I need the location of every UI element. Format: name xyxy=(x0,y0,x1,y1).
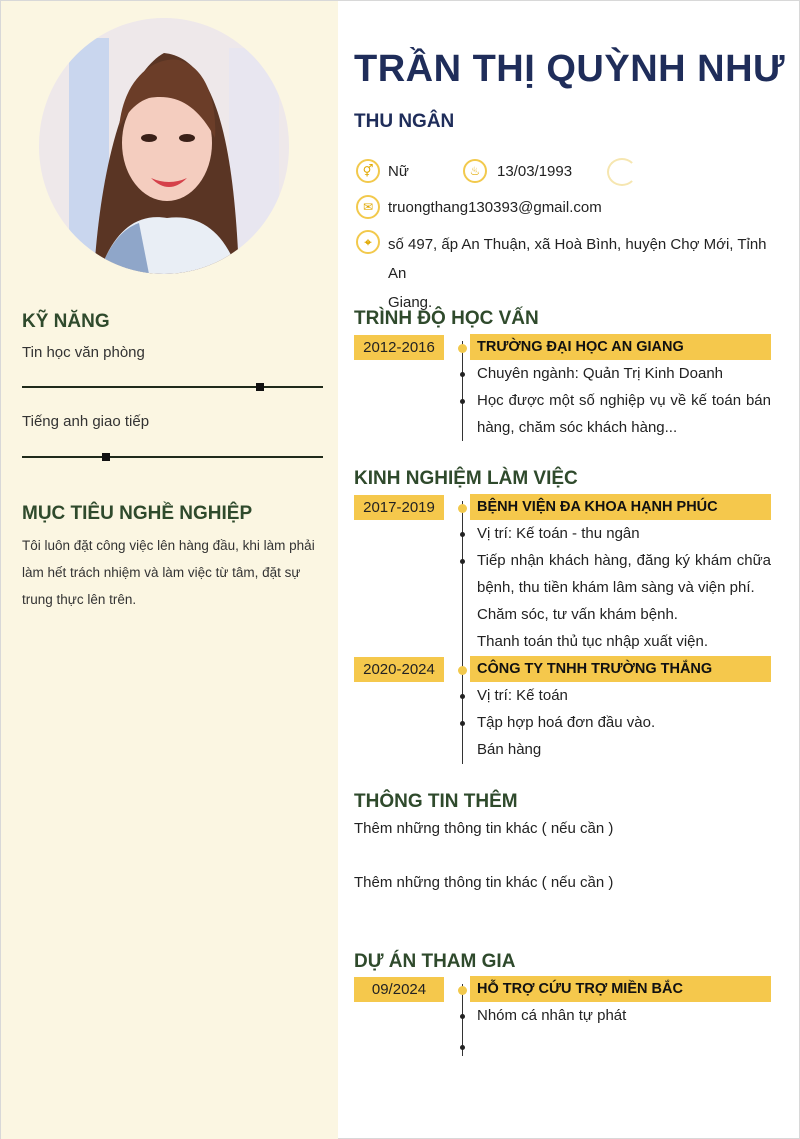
bullet xyxy=(460,559,465,564)
sidebar xyxy=(1,1,338,1139)
projects-title: DỰ ÁN THAM GIA xyxy=(354,951,516,972)
objective-title: MỤC TIÊU NGHỀ NGHIỆP xyxy=(22,503,253,524)
job-line: Tập hợp hoá đơn đầu vào. xyxy=(477,714,656,731)
project-line: Nhóm cá nhân tự phát xyxy=(477,1007,627,1024)
gender-icon: ⚥ xyxy=(356,159,380,183)
gender-value: Nữ xyxy=(388,163,409,180)
additional-line: Thêm những thông tin khác ( nếu cần ) xyxy=(354,820,614,837)
bullet xyxy=(460,694,465,699)
skill-label: Tin học văn phòng xyxy=(22,344,145,361)
skill-level-marker xyxy=(256,383,264,391)
timeline-dot xyxy=(458,666,467,675)
bullet xyxy=(460,399,465,404)
birthday-value: 13/03/1993 xyxy=(497,163,573,180)
cake-icon: ♨ xyxy=(463,159,487,183)
skill-label: Tiếng anh giao tiếp xyxy=(22,413,150,430)
project-name: HỖ TRỢ CỨU TRỢ MIỀN BẮC xyxy=(470,976,771,1002)
experience-title: KINH NGHIỆM LÀM VIỆC xyxy=(354,468,578,489)
job-line: Thanh toán thủ tục nhập xuất viện. xyxy=(477,633,708,650)
job-line: Chăm sóc, tư vấn khám bệnh. xyxy=(477,606,678,623)
job-line: Bán hàng xyxy=(477,741,542,758)
avatar xyxy=(39,18,289,274)
skill-bar xyxy=(22,456,323,458)
education-line: Chuyên ngành: Quản Trị Kinh Doanh xyxy=(477,365,723,382)
timeline-dot xyxy=(458,986,467,995)
address-line-2: Giang. xyxy=(388,294,433,311)
additional-title: THÔNG TIN THÊM xyxy=(354,791,518,812)
job-title: THU NGÂN xyxy=(354,111,455,132)
phone-icon xyxy=(607,158,637,186)
job-line: Vị trí: Kế toán - thu ngân xyxy=(477,525,640,542)
job-line: Tiếp nhận khách hàng, đăng ký khám chữa xyxy=(477,552,771,569)
project-date: 09/2024 xyxy=(354,977,444,1002)
job-line: bệnh, thu tiền khám lâm sàng và viện phí. xyxy=(477,579,755,596)
candidate-name: TRẦN THỊ QUỲNH NHƯ xyxy=(354,48,786,90)
bullet xyxy=(460,1014,465,1019)
map-icon: ⌖ xyxy=(356,230,380,254)
timeline-dot xyxy=(458,504,467,513)
education-line: hàng, chăm sóc khách hàng... xyxy=(477,419,678,436)
address-line-1: số 497, ấp An Thuận, xã Hoà Bình, huyện Chợ Mới, Tỉnh An xyxy=(388,236,767,282)
mail-icon: ✉ xyxy=(356,195,380,219)
additional-line: Thêm những thông tin khác ( nếu cần ) xyxy=(354,874,614,891)
job-date: 2017-2019 xyxy=(354,495,444,520)
education-date: 2012-2016 xyxy=(354,335,444,360)
job-line: Vị trí: Kế toán xyxy=(477,687,568,704)
timeline-dot xyxy=(458,344,467,353)
address-value xyxy=(388,230,788,317)
skills-title: KỸ NĂNG xyxy=(22,311,110,332)
objective-text: Tôi luôn đặt công việc lên hàng đầu, khi làm phải làm hết trách nhiệm và làm việc từ tâm, đặt sự trung thực lên trên. xyxy=(22,538,315,607)
job-date: 2020-2024 xyxy=(354,657,444,682)
skill-level-marker xyxy=(102,453,110,461)
education-line: Học được một số nghiệp vụ về kế toán bán xyxy=(477,392,771,409)
bullet xyxy=(460,532,465,537)
education-timeline xyxy=(462,341,463,441)
education-title: TRÌNH ĐỘ HỌC VẤN xyxy=(354,308,539,329)
bullet xyxy=(460,1045,465,1050)
job-company: CÔNG TY TNHH TRƯỜNG THẮNG xyxy=(470,656,771,682)
portrait-photo xyxy=(39,18,289,274)
job-company: BỆNH VIỆN ĐA KHOA HẠNH PHÚC xyxy=(470,494,771,520)
email-value[interactable]: truongthang130393@gmail.com xyxy=(388,199,602,216)
skill-bar xyxy=(22,386,323,388)
bullet xyxy=(460,721,465,726)
bullet xyxy=(460,372,465,377)
education-school: TRƯỜNG ĐẠI HỌC AN GIANG xyxy=(470,334,771,360)
